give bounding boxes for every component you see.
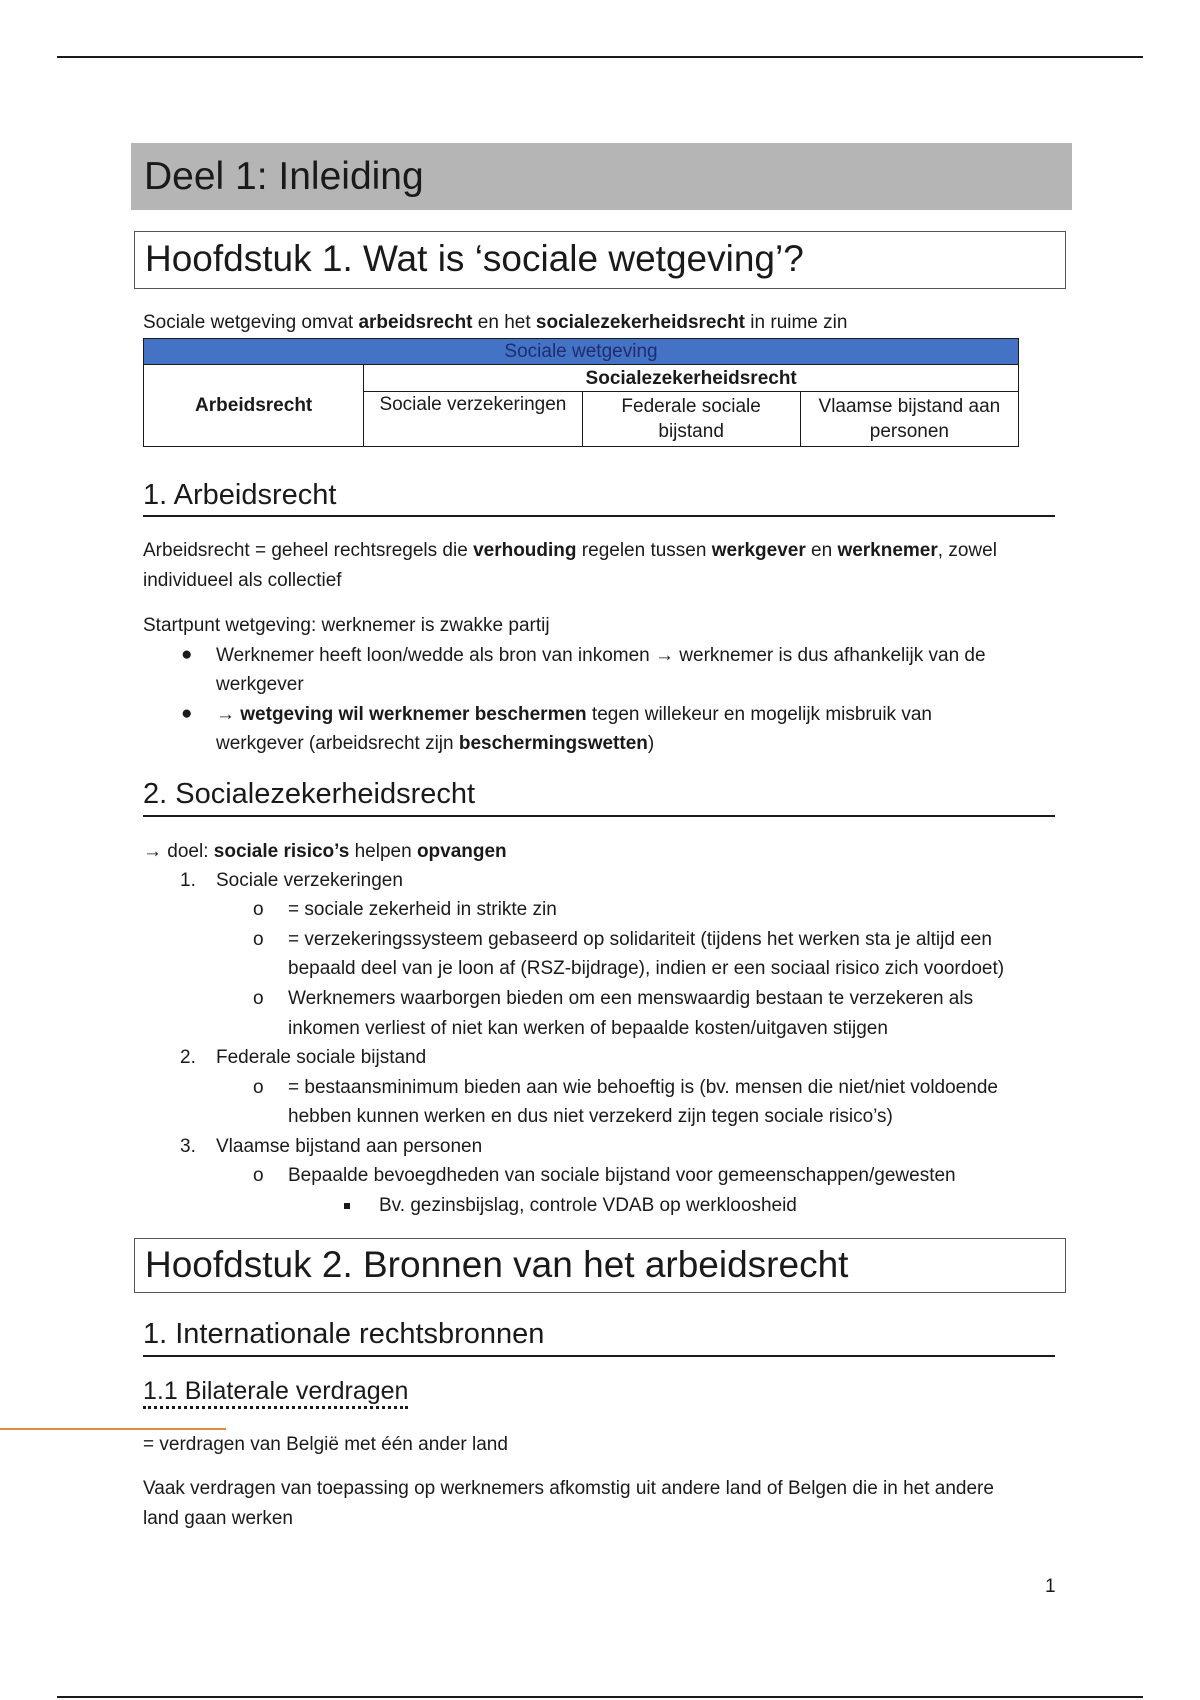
intro-paragraph: Sociale wetgeving omvat arbeidsrecht en het socialezekerheidsrecht in ruime zin (143, 312, 848, 333)
table-cell: Federale sociale bijstand (582, 392, 800, 447)
sub-sub-item: Bv. gezinsbijslag, controle VDAB op werkloosheid (379, 1195, 797, 1216)
sub-marker: o (253, 929, 264, 950)
paragraph-line: land gaan werken (143, 1508, 293, 1529)
header-rule (57, 56, 1143, 58)
list-item: Sociale verzekeringen (216, 870, 403, 891)
bullet-text: werkgever (216, 674, 304, 695)
sub-item: = verzekeringssysteem gebaseerd op solidariteit (tijdens het werken sta je altijd een (288, 929, 992, 950)
chapter-heading (134, 1238, 1066, 1293)
sub-marker: o (253, 899, 264, 920)
subsection-heading: 1.1 Bilaterale verdragen (143, 1376, 408, 1409)
list-item: Vlaamse bijstand aan personen (216, 1136, 483, 1157)
table-cell: Sociale verzekeringen (364, 392, 582, 447)
section-heading: 2. Socialezekerheidsrecht (143, 778, 476, 810)
list-number: 2. (180, 1047, 196, 1068)
part-title: Deel 1: Inleiding (144, 155, 424, 198)
sub-marker: o (253, 988, 264, 1009)
bullet-dot: ● (181, 703, 193, 724)
sub-item: hebben kunnen werken en dus niet verzekerd zijn tegen sociale risico’s) (288, 1106, 893, 1127)
paragraph: Vaak verdragen van toepassing op werknemers afkomstig uit andere land of Belgen die in het andere (143, 1478, 994, 1499)
list-number: 3. (180, 1136, 196, 1157)
paragraph-line: individueel als collectief (143, 570, 342, 591)
part-heading (131, 143, 1072, 210)
sub-marker: o (253, 1077, 264, 1098)
bullet-text: Werknemer heeft loon/wedde als bron van inkomen → werknemer is dus afhankelijk van de (216, 645, 986, 666)
chapter-title: Hoofdstuk 2. Bronnen van het arbeidsrecht (145, 1244, 849, 1285)
chapter-title: Hoofdstuk 1. Wat is ‘sociale wetgeving’? (145, 238, 804, 279)
sub-item: = sociale zekerheid in strikte zin (288, 899, 557, 920)
section-heading: 1. Arbeidsrecht (143, 479, 337, 511)
bullet-dot: ● (181, 644, 193, 665)
sub-item: Werknemers waarborgen bieden om een menswaardig bestaan te verzekeren als (288, 988, 974, 1009)
sub-item: bepaald deel van je loon af (RSZ-bijdrage), indien er een sociaal risico zich voordoet) (288, 958, 1005, 979)
page-number: 1 (1045, 1576, 1056, 1597)
footer-rule (57, 1696, 1143, 1698)
table-cell-socialezekerheidsrecht: Socialezekerheidsrecht (364, 365, 1019, 392)
bullet-text: werkgever (arbeidsrecht zijn beschermingswetten) (216, 733, 655, 754)
list-item: Federale sociale bijstand (216, 1047, 427, 1068)
section-rule (143, 815, 1055, 817)
paragraph: Arbeidsrecht = geheel rechtsregels die verhouding regelen tussen werkgever en werknemer, zowel (143, 540, 997, 561)
paragraph: = verdragen van België met één ander land (143, 1434, 508, 1455)
table-cell-arbeidsrecht: Arbeidsrecht (144, 365, 364, 447)
table-cell: Vlaamse bijstand aan personen (800, 392, 1018, 447)
chapter-heading (134, 231, 1066, 289)
square-bullet (344, 1203, 350, 1209)
table-header: Sociale wetgeving (144, 339, 1019, 365)
paragraph: Startpunt wetgeving: werknemer is zwakke partij (143, 615, 550, 636)
sub-marker: o (253, 1165, 264, 1186)
sub-item: Bepaalde bevoegdheden van sociale bijstand voor gemeenschappen/gewesten (288, 1165, 956, 1186)
sub-item: = bestaansminimum bieden aan wie behoeftig is (bv. mensen die niet/niet voldoende (288, 1077, 998, 1098)
section-rule (143, 515, 1055, 517)
list-number: 1. (180, 870, 196, 891)
section-rule (143, 1355, 1055, 1357)
bullet-text: → wetgeving wil werknemer beschermen tegen willekeur en mogelijk misbruik van (216, 704, 932, 725)
paragraph: → doel: sociale risico’s helpen opvangen (143, 841, 507, 862)
sociale-wetgeving-table (143, 338, 1019, 447)
sub-item: inkomen verliest of niet kan werken of bepaalde kosten/uitgaven stijgen (288, 1018, 888, 1039)
section-heading: 1. Internationale rechtsbronnen (143, 1318, 545, 1350)
